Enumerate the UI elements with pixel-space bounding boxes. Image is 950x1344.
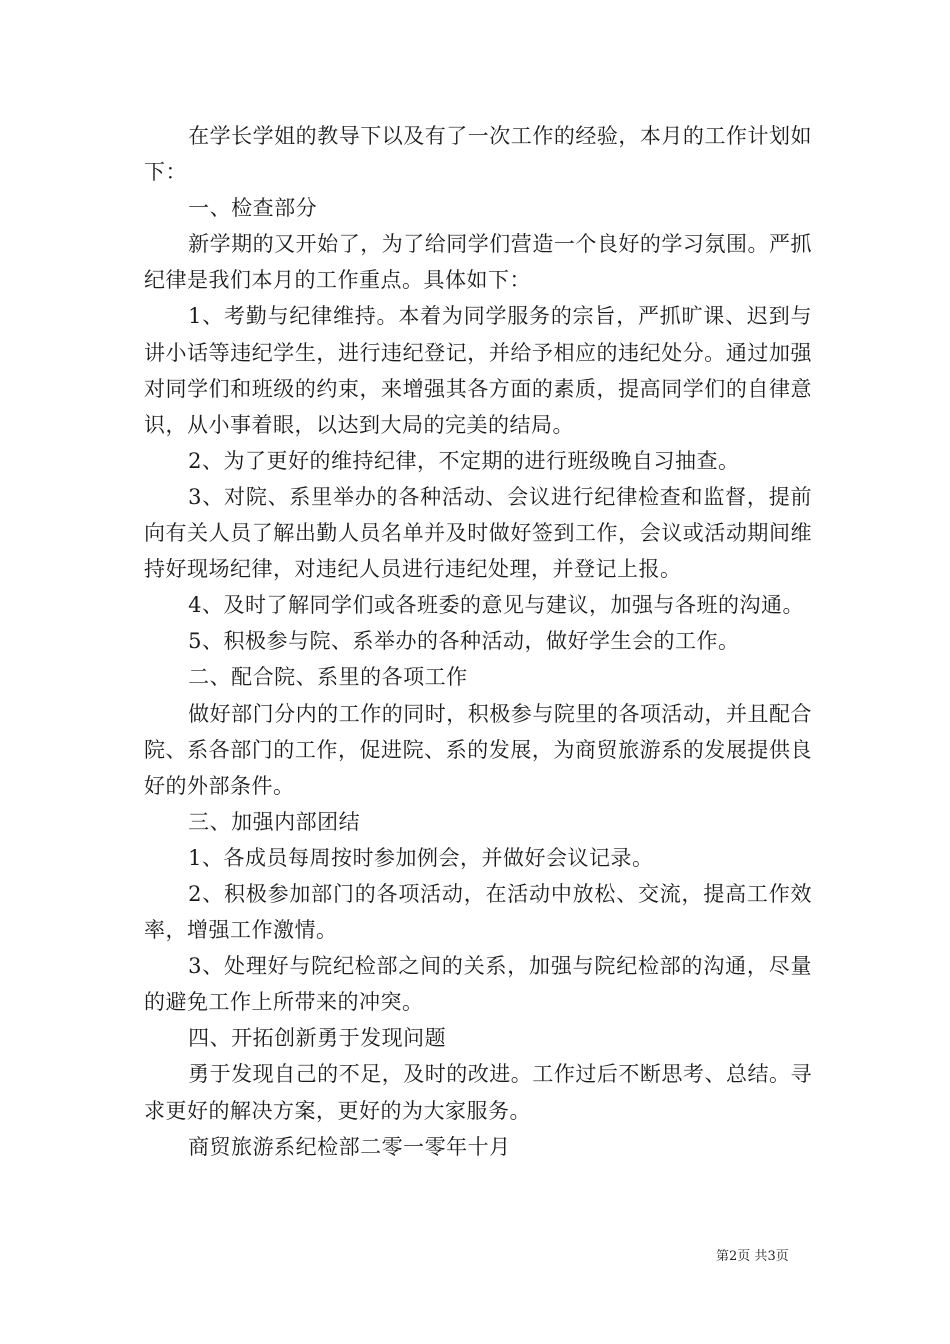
document-body (144, 118, 812, 1165)
list-item-activities: 2、积极参加部门的各项活动，在活动中放松、交流，提高工作效率，增强工作激情。 (144, 881, 812, 943)
paragraph-innovation: 勇于发现自己的不足，及时的改进。工作过后不断思考、总结。寻求更好的解决方案，更好的为大家服务。 (144, 1062, 812, 1123)
footer-total-pages: 3 (767, 1249, 776, 1264)
list-item-participation: 5、积极参与院、系举办的各种活动，做好学生会的工作。 (188, 629, 740, 654)
list-item-event-supervision: 3、对院、系里举办的各种活动、会议进行纪律检查和监督，提前向有关人员了解出勤人员名单并及时做好签到工作，会议或活动期间维持好现场纪律，对违纪人员进行违纪处理，并登记上报。 (144, 484, 812, 582)
footer-middle: 页 共 (737, 1249, 768, 1264)
list-item-attendance: 1、考勤与纪律维持。本着为同学服务的宗旨，严抓旷课、迟到与讲小话等违纪学生，进行违纪登记，并给予相应的违纪处分。通过加强对同学们和班级的约束，来增强其各方面的素质，提高同学们的自律意识，从小事着眼，以达到大局的完美的结局。 (144, 304, 812, 437)
section-heading-unity: 三、加强内部团结 (188, 809, 361, 834)
list-item-feedback: 4、及时了解同学们或各班委的意见与建议，加强与各班的沟通。 (188, 593, 804, 618)
page-number-footer (716, 1249, 789, 1265)
paragraph-cooperation: 做好部门分内的工作的同时，积极参与院里的各项活动，并且配合院、系各部门的工作，促进院、系的发展，为商贸旅游系的发展提供良好的外部条件。 (144, 701, 812, 798)
footer-current-page: 2 (729, 1249, 738, 1264)
list-item-spot-checks: 2、为了更好的维持纪律，不定期的进行班级晚自习抽查。 (188, 448, 740, 473)
footer-suffix: 页 (775, 1249, 789, 1264)
section-heading-cooperation: 二、配合院、系里的各项工作 (188, 665, 468, 690)
paragraph-intro: 在学长学姐的教导下以及有了一次工作的经验，本月的工作计划如下： (144, 124, 812, 185)
section-heading-innovation: 四、开拓创新勇于发现问题 (188, 1026, 447, 1051)
signature-line: 商贸旅游系纪检部二零一零年十月 (188, 1134, 511, 1159)
list-item-meetings: 1、各成员每周按时参加例会，并做好会议记录。 (188, 845, 654, 870)
list-item-relations: 3、处理好与院纪检部之间的关系，加强与院纪检部的沟通，尽量的避免工作上所带来的冲突。 (144, 954, 812, 1015)
section-heading-inspection: 一、检查部分 (188, 196, 318, 221)
footer-prefix: 第 (716, 1249, 730, 1264)
paragraph-inspection-intro: 新学期的又开始了，为了给同学们营造一个良好的学习氛围。严抓纪律是我们本月的工作重点。具体如下： (144, 232, 812, 293)
